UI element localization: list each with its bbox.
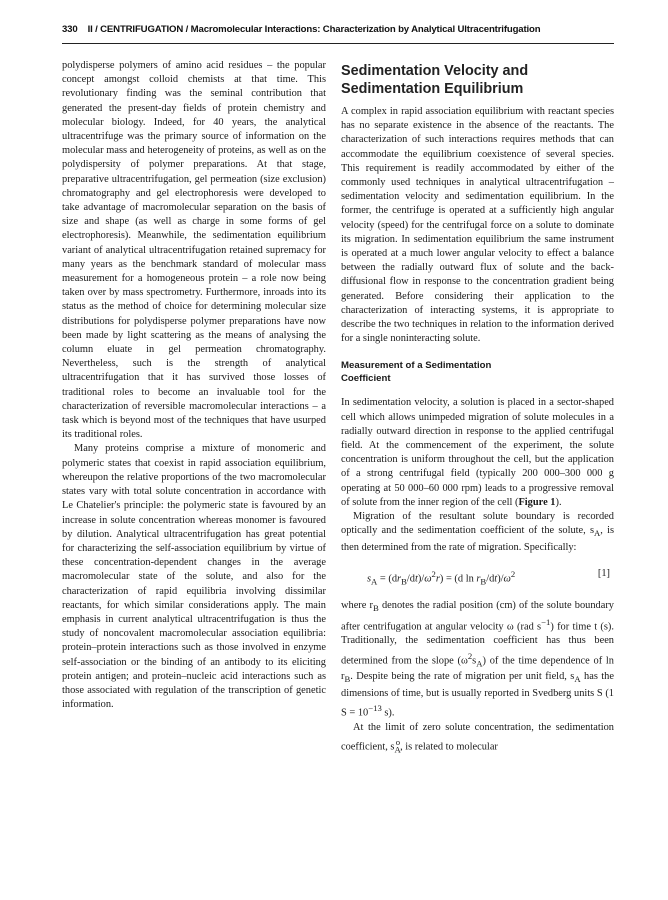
running-title: II / CENTRIFUGATION / Macromolecular Interactions: Characterization by Analytical Ultracentrifugation <box>87 24 541 35</box>
body-paragraph-4: At the limit of zero solute concentration, the sedimentation coefficient, $s_A^o$, is related to molecular <box>341 721 614 755</box>
left-column <box>62 59 326 712</box>
body-paragraph-2: Migration of the resultant solute boundary is recorded optically and the sedimentation coefficient of the solute, $s_A$, is then determined from the rate of migration. Specifically: <box>341 511 614 553</box>
figure-1-reference[interactable]: Figure 1 <box>518 496 556 508</box>
equation-1 <box>367 567 610 589</box>
equation-body: $s_A = (dr_B/dt)/\omega^2r) = (d$ $\ln r_B/dt)/\omega^2$ <box>367 568 516 587</box>
right-column <box>341 63 614 757</box>
section-paragraph: A complex in rapid association equilibrium with reactant species has no separate existence in the absence of the reactants. The characterization of such interactions requires methods that can accommodate the equilibrium coexistence of several species. This requirement is readily accommodated by either of the commonly used techniques in analytical ultracentrifugation – sedimentation velocity and sedimentation equilibrium. In the former, the centrifuge is operated at a sufficiently high angular velocity (speed) for the centrifugal force on a solute to dominate its migration. In sedimentation equilibrium the same instrument is operated at a much lower angular velocity to effect a balance between the radially outward flux of solute and the back-diffusional flow in response to the concentration gradient being generated. Before considering their application to the characterization of interacting systems, it is appropriate to describe the two techniques in relation to the information derived for a single noninteracting solute. <box>341 106 614 345</box>
page-number: 330 <box>62 24 78 35</box>
subsection-heading: Measurement of a Sedimentation Coefficient <box>341 360 492 384</box>
left-paragraph-2: Many proteins comprise a mixture of monomeric and polymeric states that coexist in rapid association equilibrium, whereupon the relative proportions of the two macromolecular states vary with total solute concentration in accordance with Le Chatelier's principle: the polymeric state is favoured by an increase in solute concentration whereas monomer is favoured by dilution. Analytical ultracentrifugation has great potential for characterizing the self-association equilibrium by virtue of these concentration-dependent changes in the average macromolecular state of the solute, and also for the characterization of rapid equilibria involving dissimilar reactants, for which similar considerations apply. The main emphasis in current analytical ultracentrifugation is thus the study of noncovalent macromolecular association equilibria: protein–protein interactions such as those involved in enzyme self-association or the binding of an antibody to its eliciting protein antigen; and protein–nucleic acid interactions such as those associated with regulation of the transcription of genetic information. <box>62 443 326 711</box>
equation-number: [1] <box>597 567 610 579</box>
header-rule <box>62 43 614 44</box>
body-paragraph-1: In sedimentation velocity, a solution is placed in a sector-shaped cell which allows unimpeded migration of solute molecules in a radially outward direction in response to the applied centrifugal field. At the commencement of the experiment, the solute concentration is uniform throughout the cell, but the application of a strong centrifugal field (typically 200 000–300 000 g operating at 50 000–60 000 rpm) leads to a progressive removal of solute from the inner region of the cell (Figure 1). <box>341 397 614 508</box>
section-heading: Sedimentation Velocity and Sedimentation Equilibrium <box>341 63 529 97</box>
running-header <box>62 24 614 35</box>
body-paragraph-3: where $r_B$ denotes the radial position (cm) of the solute boundary after centrifugation at angular velocity ω (rad $s^{-1}$) for time t (s). Traditionally, the sedimentation coefficient has thus been determined from the slope $(\omega^2s_A)$ of the time dependence of $\ln r_B$. Despite being the rate of migration per unit field, $s_A$ has the dimensions of time, but is usually reported in Svedberg units S (1 $S = 10^{-13}$ s). <box>341 599 614 719</box>
left-paragraph-1: polydisperse polymers of amino acid residues – the popular concept amongst colloid chemists at that time. This revolutionary finding was the seminal contribution that generated the present-day fields of protein chemistry and molecular biology. Indeed, for 40 years, the analytical ultracentrifuge was the primary source of information on the molecular mass and heterogeneity of proteins, as well as on the polydispersity of polymer preparations. At that stage, preparative ultracentrifugation, gel permeation (size exclusion) chromatography and gel electrophoresis were developed to take advantage of macromolecular separation on the basis of size and shape (as well as charge in some forms of gel electrophoresis). Meanwhile, the sedimentation equilibrium variant of analytical ultracentrifugation retained supremacy for many years as the benchmark standard of molecular mass measurement for a homogeneous protein – a role now being taken over by mass spectrometry. Furthermore, inroads into its status as the method of choice for determining molecular size distributions for polydisperse polymer preparations have now been made by light scattering as the means of analysing the column eluate in gel permeation chromatography. Nevertheless, such is the strength of analytical ultracentrifugation that it has survived those losses of traditional roles to become an invaluable tool for the characterization of reversible macromolecular interactions – a task which is beyond most of the techniques that have usurped its traditional roles. <box>62 60 326 441</box>
